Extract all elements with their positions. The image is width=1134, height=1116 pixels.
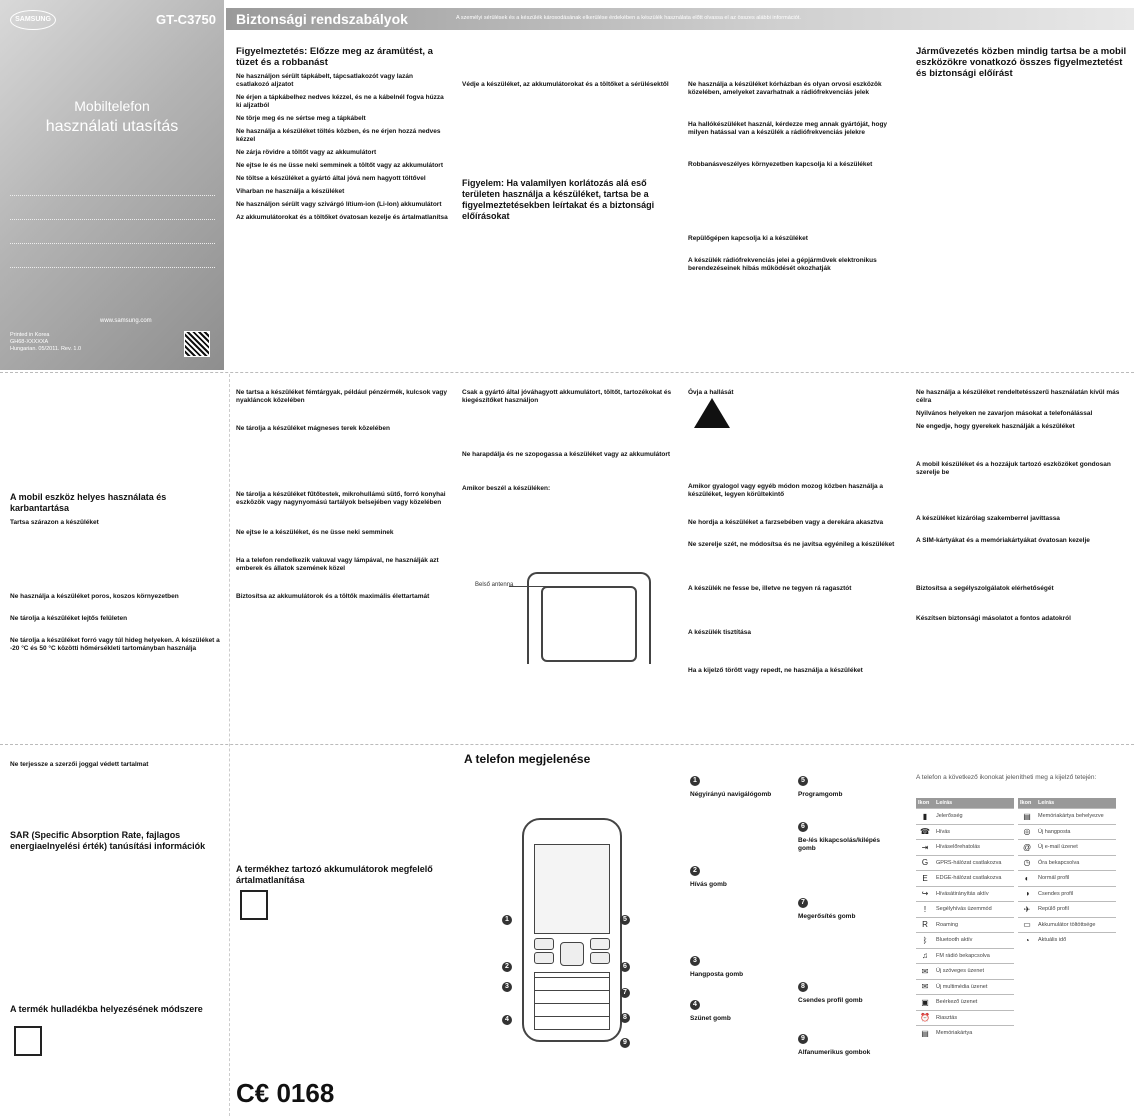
rule-heading: Ne használjon sérült vagy szivárgó lítium-ion (Li-Ion) akkumulátort — [236, 201, 442, 208]
table-header: Ikon — [1018, 798, 1036, 809]
care-column-2 — [236, 384, 448, 724]
rule-heading: Nyilvános helyeken ne zavarjon másokat a telefonálással — [916, 410, 1093, 417]
rule-heading: Ne törje meg és ne sértse meg a tápkábelt — [236, 115, 366, 122]
rule-heading: Viharban ne használja a készüléket — [236, 188, 345, 195]
section-heading: A mobil eszköz helyes használata és karbantartása — [10, 492, 167, 513]
cover-notes — [10, 186, 215, 268]
normal-profile-icon: ◐ — [1018, 871, 1036, 887]
rule-heading: Biztosítsa az akkumulátorok és a töltők maximális élettartamát — [236, 593, 430, 600]
rule-heading: A készülék ne fesse be, illetve ne tegyen rá ragasztót — [688, 585, 852, 592]
safety-column-3 — [688, 46, 900, 366]
rule-heading: A készülék tisztítása — [688, 629, 751, 636]
callout-3: 3 — [502, 982, 512, 992]
roaming-icon: R — [916, 917, 934, 933]
edge-icon: E — [916, 871, 934, 887]
table-header: Leírás — [934, 798, 1014, 809]
page-subtitle: A személyi sérülések és a készülék károsodásának elkerülése érdekében a készülék használata előtt olvassa el az összes alábbi információt. — [456, 15, 801, 21]
model-number: GT-C3750 — [156, 12, 216, 27]
key-list-1: 1 Négyirányú navigálógomb 2 Hívás gomb 3 Hangposta gomb 4 Szünet gomb — [690, 776, 790, 1096]
icon-def: Új szöveges üzenet — [934, 964, 1014, 980]
rule-heading: Ne használja a készüléket töltés közben, és ne érjen hozzá nedves kézzel — [236, 128, 441, 143]
callout-6: 6 — [620, 962, 630, 972]
sos-icon: ! — [916, 902, 934, 918]
soft-key-right — [590, 938, 610, 950]
rule-heading: Ne érjen a tápkábelhez nedves kézzel, és ne a kábelnél fogva húzza ki aljzatból — [236, 94, 444, 109]
leader-line — [509, 586, 549, 587]
safety-column-2 — [462, 46, 674, 366]
section-heading: Figyelmeztetés: Előzze meg az áramütést, a tüzet és a robbanást — [236, 46, 433, 68]
divert-active-icon: ↪ — [916, 886, 934, 902]
voicemail-icon: ◎ — [1018, 824, 1036, 840]
table-header: Ikon — [916, 798, 934, 809]
hearing-warning-icon — [694, 398, 730, 428]
icon-def: Roaming — [934, 917, 1014, 933]
rule-heading: Amikor gyalogol vagy egyéb módon mozog közben használja a készüléket, legyen körültekintő — [688, 483, 884, 498]
key-label: Szünet gomb — [690, 1015, 731, 1022]
end-key — [590, 952, 610, 964]
nav-key — [560, 942, 584, 966]
icon-def: Akkumulátor töltöttsége — [1036, 917, 1116, 933]
icon-def: Jelerősség — [934, 809, 1014, 825]
sms-icon: ✉ — [916, 964, 934, 980]
rule-heading: Ne tárolja a készüléket forró vagy túl hideg helyeken. A készüléket a -20 °C és 50 °C közötti hőmérsékleti tartományban használja — [10, 637, 220, 652]
key-label: Programgomb — [798, 791, 843, 798]
rule-heading: Ne harapdálja és ne szopogassa a készüléket vagy az akkumulátort — [462, 451, 671, 458]
flight-profile-icon: ✈ — [1018, 902, 1036, 918]
ce-number: 0168 — [276, 1078, 335, 1108]
qr-code-icon — [184, 331, 210, 357]
antenna-area — [541, 586, 637, 662]
email-icon: @ — [1018, 840, 1036, 856]
rule-heading: Ne használja a készüléket kórházban és olyan orvosi eszközök közelében, amelyeket zavarhatnak a rádiófrekvenciás jelek — [688, 81, 882, 96]
cover-panel — [0, 0, 224, 370]
section-heading: A termék hulladékba helyezésének módszere — [10, 1004, 203, 1014]
callout-9: 9 — [620, 1038, 630, 1048]
rule-heading: Ne terjessze a szerzői joggal védett tartalmat — [10, 761, 149, 768]
call-icon: ☎ — [916, 824, 934, 840]
icons-intro: A telefon a következő ikonokat jelenítheti meg a kijelző tetején: — [916, 774, 1097, 781]
rule-heading: A készüléket kizárólag szakemberrel javíttassa — [916, 515, 1060, 522]
rule-heading: Ne használjon sérült tápkábelt, tápcsatlakozót vagy lazán csatlakozó aljzatot — [236, 73, 413, 88]
icon-def: Beérkező üzenet — [934, 995, 1014, 1011]
key-label: Hívás gomb — [690, 881, 727, 888]
bluetooth-icon: ᛒ — [916, 933, 934, 949]
rule-heading: Robbanásveszélyes környezetben kapcsolja ki a készüléket — [688, 161, 873, 168]
key-label: Be-/és kikapcsolás/kilépés gomb — [798, 837, 881, 852]
key-label: Megerősítés gomb — [798, 913, 856, 920]
safety-column-1 — [236, 46, 448, 366]
icon-table-left — [916, 798, 1014, 1041]
key-label: Négyirányú navigálógomb — [690, 791, 772, 798]
rule-heading: Ne használja a készüléket rendeltetésszerű használatán kívül más célra — [916, 389, 1120, 404]
rule-heading: Készítsen biztonsági másolatot a fontos adatokról — [916, 615, 1071, 622]
rule-heading: Ne tárolja a készüléket mágneses terek közelében — [236, 425, 390, 432]
section-heading: Figyelem: Ha valamilyen korlátozás alá eső területen használja a készüléket, tartsa be a figyelmeztetésekben leírtakat és a biztonsági előírásokat — [462, 178, 655, 221]
header-band — [226, 8, 1134, 30]
rule-heading: Csak a gyártó által jóváhagyott akkumulátort, töltőt, tartozékokat és kiegészítőket használjon — [462, 389, 672, 404]
page-title: Biztonsági rendszabályok — [236, 11, 408, 27]
battery-bin-icon — [240, 890, 268, 920]
icon-def: Híváselőrehatolás — [934, 840, 1014, 856]
rule-heading: Ha a kijelző törött vagy repedt, ne használja a készüléket — [688, 667, 863, 674]
icon-def: Új hangposta — [1036, 824, 1116, 840]
rule-heading: Ne tárolja a készüléket fűtőtestek, mikrohullámú sütő, forró konyhai eszközök vagy nagynyomású tartályok belsejében vagy közelében — [236, 491, 446, 506]
icon-def: EDGE-hálózat csatlakozva — [934, 871, 1014, 887]
key-list-2: 5 Programgomb 6 Be-/és kikapcsolás/kilépés gomb 7 Megerősítés gomb 8 Csendes profil gomb 9 Alfanumerikus gombok — [798, 776, 898, 1096]
appearance-title: A telefon megjelenése — [464, 752, 591, 766]
keypad — [534, 972, 610, 1030]
icon-def: FM rádió bekapcsolva — [934, 948, 1014, 964]
safety-column-4 — [916, 46, 1128, 366]
rule-heading: Ne tartsa a készüléket fémtárgyak, például pénzérmék, kulcsok vagy nyakláncok közelében — [236, 389, 447, 404]
icon-table-right — [1018, 798, 1116, 948]
samsung-logo: SAMSUNG — [10, 10, 56, 30]
icon-def: Segélyhívás üzemmód — [934, 902, 1014, 918]
icon-def: Aktuális idő — [1036, 933, 1116, 948]
signal-icon: ▮ — [916, 809, 934, 825]
icon-def: Csendes profil — [1036, 886, 1116, 902]
icon-def: Hívás — [934, 824, 1014, 840]
soft-key-left — [534, 938, 554, 950]
section-heading: SAR (Specific Absorption Rate, fajlagos energiaelnyelési érték) tanúsítási információk — [10, 830, 206, 851]
rule-heading: Ne zárja rövidre a töltőt vagy az akkumulátort — [236, 149, 377, 156]
battery-icon: ▭ — [1018, 917, 1036, 933]
icon-def: Új e-mail üzenet — [1036, 840, 1116, 856]
radio-icon: ♫ — [916, 948, 934, 964]
inbox-icon: ▣ — [916, 995, 934, 1011]
fold-line — [0, 744, 1134, 745]
callout-2: 2 — [502, 962, 512, 972]
fold-line — [0, 372, 1134, 373]
website-url: www.samsung.com — [100, 318, 152, 324]
rule-heading: Ha hallókészüléket használ, kérdezze meg annak gyártóját, hogy milyen hatással van a készülék a rádiófrekvenciás jelekre — [688, 121, 888, 136]
rule-heading: Ne ejtse le és ne üsse neki semminek a töltőt vagy az akkumulátort — [236, 162, 444, 169]
care-column-4 — [688, 384, 900, 724]
weee-bin-icon — [14, 1026, 42, 1056]
icon-def: Memóriakártya behelyezve — [1036, 809, 1116, 825]
gprs-icon: G — [916, 855, 934, 871]
phone-illustration — [522, 818, 622, 1042]
table-header: Leírás — [1036, 798, 1116, 809]
rule-heading: Ne tárolja a készüléket lejtős felületen — [10, 615, 128, 622]
call-divert-icon: ⇥ — [916, 840, 934, 856]
callout-7: 7 — [620, 988, 630, 998]
mms-icon: ✉ — [916, 979, 934, 995]
rule-heading: Ne szerelje szét, ne módosítsa és ne javítsa egyénileg a készüléket — [688, 541, 895, 548]
alarm-icon: ⏰ — [916, 1010, 934, 1026]
icon-def: Bluetooth aktív — [934, 933, 1014, 949]
icon-def: Normál profil — [1036, 871, 1116, 887]
callout-1: 1 — [502, 915, 512, 925]
rule-heading: Ne engedje, hogy gyerekek használják a készüléket — [916, 423, 1075, 430]
silent-profile-icon: ◑ — [1018, 886, 1036, 902]
fold-line-vertical — [229, 374, 230, 1116]
time-icon: ◔ — [1018, 933, 1036, 948]
card-inserted-icon: ▤ — [1018, 809, 1036, 825]
icon-def: Riasztás — [934, 1010, 1014, 1026]
rule-heading: A készülék rádiófrekvenciás jelei a gépjárművek elektronikus berendezéseinek hibás működését okozhatják — [688, 257, 877, 272]
icon-def: Memóriakártya — [934, 1026, 1014, 1041]
rule-heading: Óvja a hallását — [688, 389, 734, 396]
rule-heading: Ne hordja a készüléket a farzsebében vagy a derekára akasztva — [688, 519, 884, 526]
rule-heading: Az akkumulátorokat és a töltőket óvatosan kezelje és ártalmatlanítsa — [236, 214, 448, 221]
rule-heading: Biztosítsa a segélyszolgálatok elérhetőségét — [916, 585, 1054, 592]
cover-subtitle: használati utasítás — [45, 118, 179, 135]
rule-heading: Ne ejtse le a készüléket, és ne üsse neki semminek — [236, 529, 394, 536]
rule-heading: Ha a telefon rendelkezik vakuval vagy lámpával, ne használják azt emberek és állatok szemének közel — [236, 557, 439, 572]
care-column-3 — [462, 384, 674, 534]
rule-heading: Amikor beszél a készüléken: — [462, 485, 551, 492]
antenna-diagram — [475, 572, 655, 664]
rule-heading: A SIM-kártyákat és a memóriakártyákat óvatosan kezelje — [916, 537, 1090, 544]
icon-def: GPRS-hálózat csatlakozva — [934, 855, 1014, 871]
rule-heading: Repülőgépen kapcsolja ki a készüléket — [688, 235, 808, 242]
rule-heading: A mobil készüléket és a hozzájuk tartozó eszközöket gondosan szerelje be — [916, 461, 1111, 476]
rule-heading: Ne használja a készüléket poros, koszos környezetben — [10, 593, 179, 600]
section-heading: A termékhez tartozó akkumulátorok megfelelő ártalmatlanítása — [236, 864, 433, 885]
key-label: Hangposta gomb — [690, 971, 744, 978]
section-heading: Járművezetés közben mindig tartsa be a mobil eszközökre vonatkozó összes figyelmeztetést és biztonsági előírást — [916, 46, 1127, 79]
rule-heading: Védje a készüléket, az akkumulátorokat és a töltőket a sérülésektől — [462, 81, 669, 88]
print-info: Printed in Korea GH68-XXXXXA Hungarian. 05/2011. Rev. 1.0 — [10, 332, 82, 352]
ce-mark: C€ 0168 — [236, 1078, 335, 1108]
phone-screen — [534, 844, 610, 934]
rule-heading: Ne töltse a készüléket a gyártó által jóvá nem hagyott töltővel — [236, 175, 426, 182]
clock-icon: ◷ — [1018, 855, 1036, 871]
key-label: Alfanumerikus gombok — [798, 1049, 871, 1056]
callout-5: 5 — [620, 915, 630, 925]
cover-title: Mobiltelefon — [74, 98, 150, 114]
memory-card-icon: ▤ — [916, 1026, 934, 1041]
callout-8: 8 — [620, 1013, 630, 1023]
key-label: Csendes profil gomb — [798, 997, 863, 1004]
rule-heading: Tartsa szárazon a készüléket — [10, 519, 99, 526]
care-column-5 — [916, 384, 1128, 724]
icon-def: Óra bekapcsolva — [1036, 855, 1116, 871]
callout-4: 4 — [502, 1015, 512, 1025]
care-column — [10, 484, 222, 724]
icon-def: Repülő profil — [1036, 902, 1116, 918]
icon-def: Új multimédia üzenet — [934, 979, 1014, 995]
call-key — [534, 952, 554, 964]
antenna-label: Belső antenna — [475, 582, 514, 588]
icon-def: Hívásátirányítás aktív — [934, 886, 1014, 902]
